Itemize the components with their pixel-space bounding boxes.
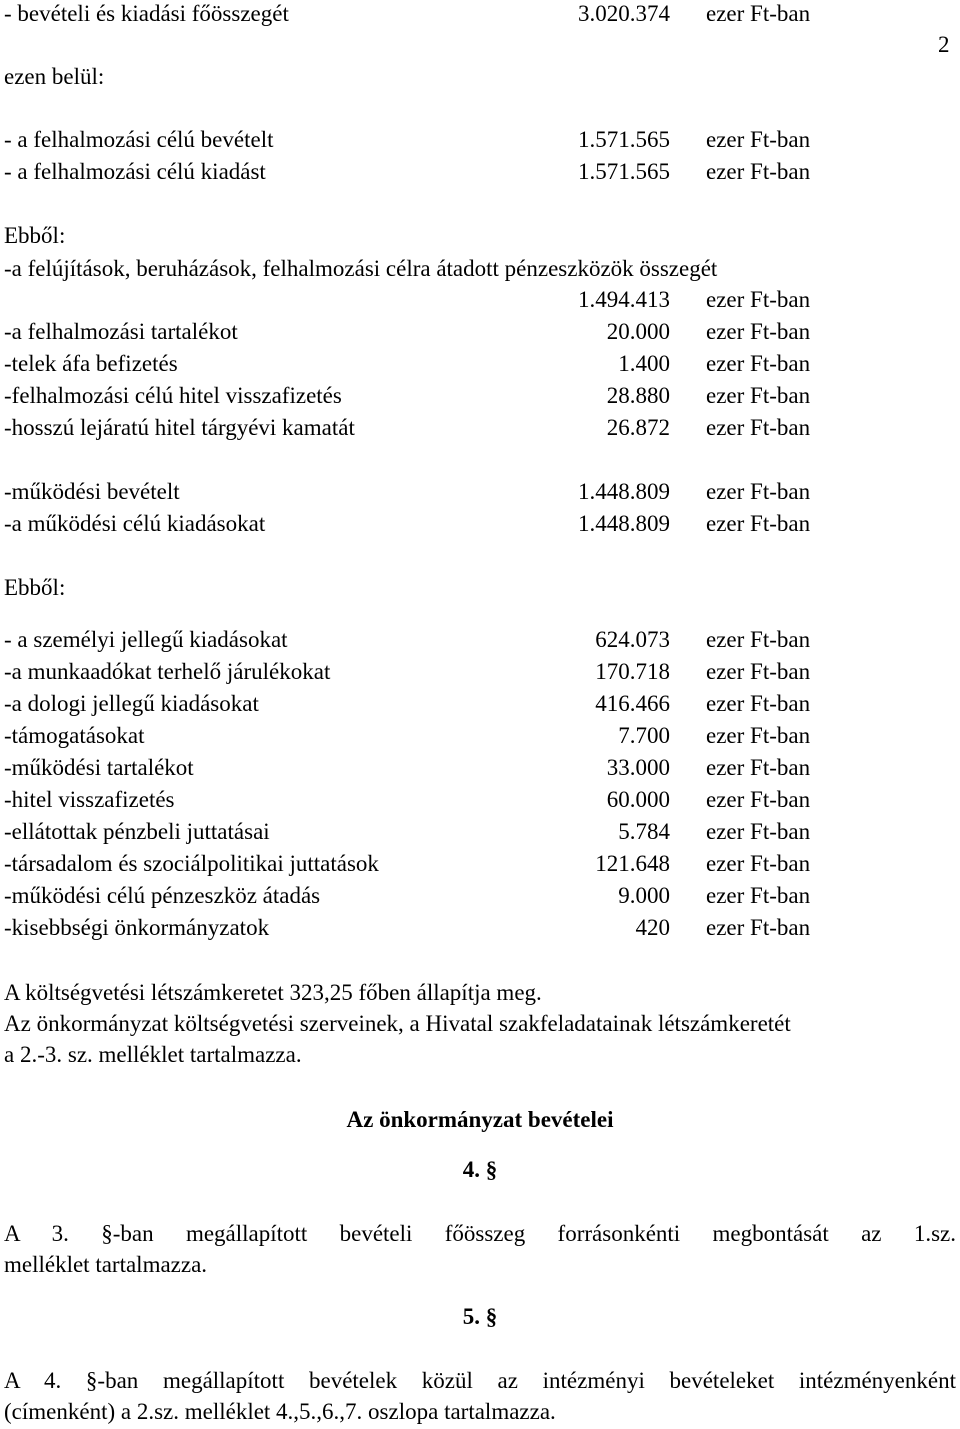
felhalmozasi-item-unit: ezer Ft-ban: [706, 319, 811, 344]
ezen-belul-label: ezen belül:: [4, 64, 105, 89]
mukodesi-item-unit: ezer Ft-ban: [706, 627, 811, 652]
felhalmozasi-bevetel-unit: ezer Ft-ban: [706, 127, 811, 152]
paragraph-4-heading: 4. §: [462, 1157, 498, 1182]
mukodesi-item-value: 170.718: [595, 659, 670, 684]
felujitasok-value: 1.494.413: [578, 287, 670, 312]
mukodesi-item-value: 7.700: [618, 723, 670, 748]
mukodesi-item-value: 121.648: [595, 851, 670, 876]
felhalmozasi-item-unit: ezer Ft-ban: [706, 351, 811, 376]
felhalmozasi-item-value: 20.000: [606, 319, 670, 344]
felhalmozasi-item-unit: ezer Ft-ban: [706, 415, 811, 440]
mukodesi-item-label: - a személyi jellegű kiadásokat: [4, 627, 288, 652]
felhalmozasi-item-label: -telek áfa befizetés: [4, 351, 178, 376]
felhalmozasi-item-label: -a felhalmozási tartalékot: [4, 319, 238, 344]
felhalmozasi-item-label: -hosszú lejáratú hitel tárgyévi kamatát: [4, 415, 355, 440]
section-title: Az önkormányzat bevételei: [346, 1107, 614, 1132]
felhalmozasi-bevetel-value: 1.571.565: [578, 127, 670, 152]
mukodesi-kiadas-label: -a működési célú kiadásokat: [4, 511, 266, 536]
mukodesi-item-value: 33.000: [606, 755, 670, 780]
felhalmozasi-kiadas-unit: ezer Ft-ban: [706, 159, 811, 184]
mukodesi-item-unit: ezer Ft-ban: [706, 883, 811, 908]
mukodesi-item-value: 5.784: [618, 819, 670, 844]
paragraph-5-line-1: A 4. §-ban megállapított bevételek közül az intézményi bevételeket intézményenként: [4, 1368, 956, 1393]
felhalmozasi-item-unit: ezer Ft-ban: [706, 383, 811, 408]
mukodesi-item-unit: ezer Ft-ban: [706, 659, 811, 684]
paragraph-4-line-1: A 3. §-ban megállapított bevételi főösszeg forrásonkénti megbontását az 1.sz.: [4, 1221, 956, 1246]
mukodesi-item-unit: ezer Ft-ban: [706, 851, 811, 876]
mukodesi-bevetel-unit: ezer Ft-ban: [706, 479, 811, 504]
mukodesi-bevetel-value: 1.448.809: [578, 479, 670, 504]
felhalmozasi-item-value: 1.400: [618, 351, 670, 376]
mukodesi-item-value: 60.000: [606, 787, 670, 812]
mukodesi-item-label: -működési célú pénzeszköz átadás: [4, 883, 321, 908]
ebbol-label-1: Ebből:: [4, 223, 66, 248]
ebbol-label-2: Ebből:: [4, 575, 66, 600]
mukodesi-item-label: -társadalom és szociálpolitikai juttatások: [4, 851, 379, 876]
mukodesi-item-label: -a dologi jellegű kiadásokat: [4, 691, 259, 716]
felhalmozasi-bevetel-label: - a felhalmozási célú bevételt: [4, 127, 274, 152]
paragraph-4-line-2: melléklet tartalmazza.: [4, 1252, 208, 1277]
mukodesi-kiadas-value: 1.448.809: [578, 511, 670, 536]
paragraph-5-line-2: (címenként) a 2.sz. melléklet 4.,5.,6.,7. oszlopa tartalmazza.: [4, 1399, 556, 1424]
letszam-line-2: Az önkormányzat költségvetési szerveinek, a Hivatal szakfeladatainak létszámkeretét: [4, 1011, 791, 1036]
mukodesi-item-label: -kisebbségi önkormányzatok: [4, 915, 270, 940]
total-unit: ezer Ft-ban: [706, 1, 811, 26]
mukodesi-item-unit: ezer Ft-ban: [706, 755, 811, 780]
mukodesi-item-label: -ellátottak pénzbeli juttatásai: [4, 819, 270, 844]
felhalmozasi-kiadas-value: 1.571.565: [578, 159, 670, 184]
mukodesi-item-label: -működési tartalékot: [4, 755, 194, 780]
mukodesi-item-label: -a munkaadókat terhelő járulékokat: [4, 659, 331, 684]
page-number: 2: [938, 32, 950, 57]
felhalmozasi-item-value: 26.872: [606, 415, 670, 440]
mukodesi-item-unit: ezer Ft-ban: [706, 819, 811, 844]
felhalmozasi-item-label: -felhalmozási célú hitel visszafizetés: [4, 383, 342, 408]
total-value: 3.020.374: [578, 1, 670, 26]
mukodesi-item-value: 416.466: [595, 691, 670, 716]
mukodesi-bevetel-label: -működési bevételt: [4, 479, 180, 504]
mukodesi-item-unit: ezer Ft-ban: [706, 691, 811, 716]
mukodesi-item-value: 624.073: [595, 627, 670, 652]
letszam-line-1: A költségvetési létszámkeretet 323,25 főben állapítja meg.: [4, 980, 542, 1005]
letszam-line-3: a 2.-3. sz. melléklet tartalmazza.: [4, 1042, 302, 1067]
felhalmozasi-item-value: 28.880: [606, 383, 670, 408]
total-label: - bevételi és kiadási főösszegét: [4, 1, 289, 26]
mukodesi-item-value: 420: [635, 915, 670, 940]
felhalmozasi-kiadas-label: - a felhalmozási célú kiadást: [4, 159, 266, 184]
paragraph-5-heading: 5. §: [462, 1304, 498, 1329]
mukodesi-kiadas-unit: ezer Ft-ban: [706, 511, 811, 536]
felujitasok-unit: ezer Ft-ban: [706, 287, 811, 312]
felujitasok-label: -a felújítások, beruházások, felhalmozási célra átadott pénzeszközök összegét: [4, 256, 718, 281]
mukodesi-item-unit: ezer Ft-ban: [706, 723, 811, 748]
mukodesi-item-unit: ezer Ft-ban: [706, 915, 811, 940]
mukodesi-item-unit: ezer Ft-ban: [706, 787, 811, 812]
mukodesi-item-label: -támogatásokat: [4, 723, 145, 748]
mukodesi-item-value: 9.000: [618, 883, 670, 908]
mukodesi-item-label: -hitel visszafizetés: [4, 787, 175, 812]
